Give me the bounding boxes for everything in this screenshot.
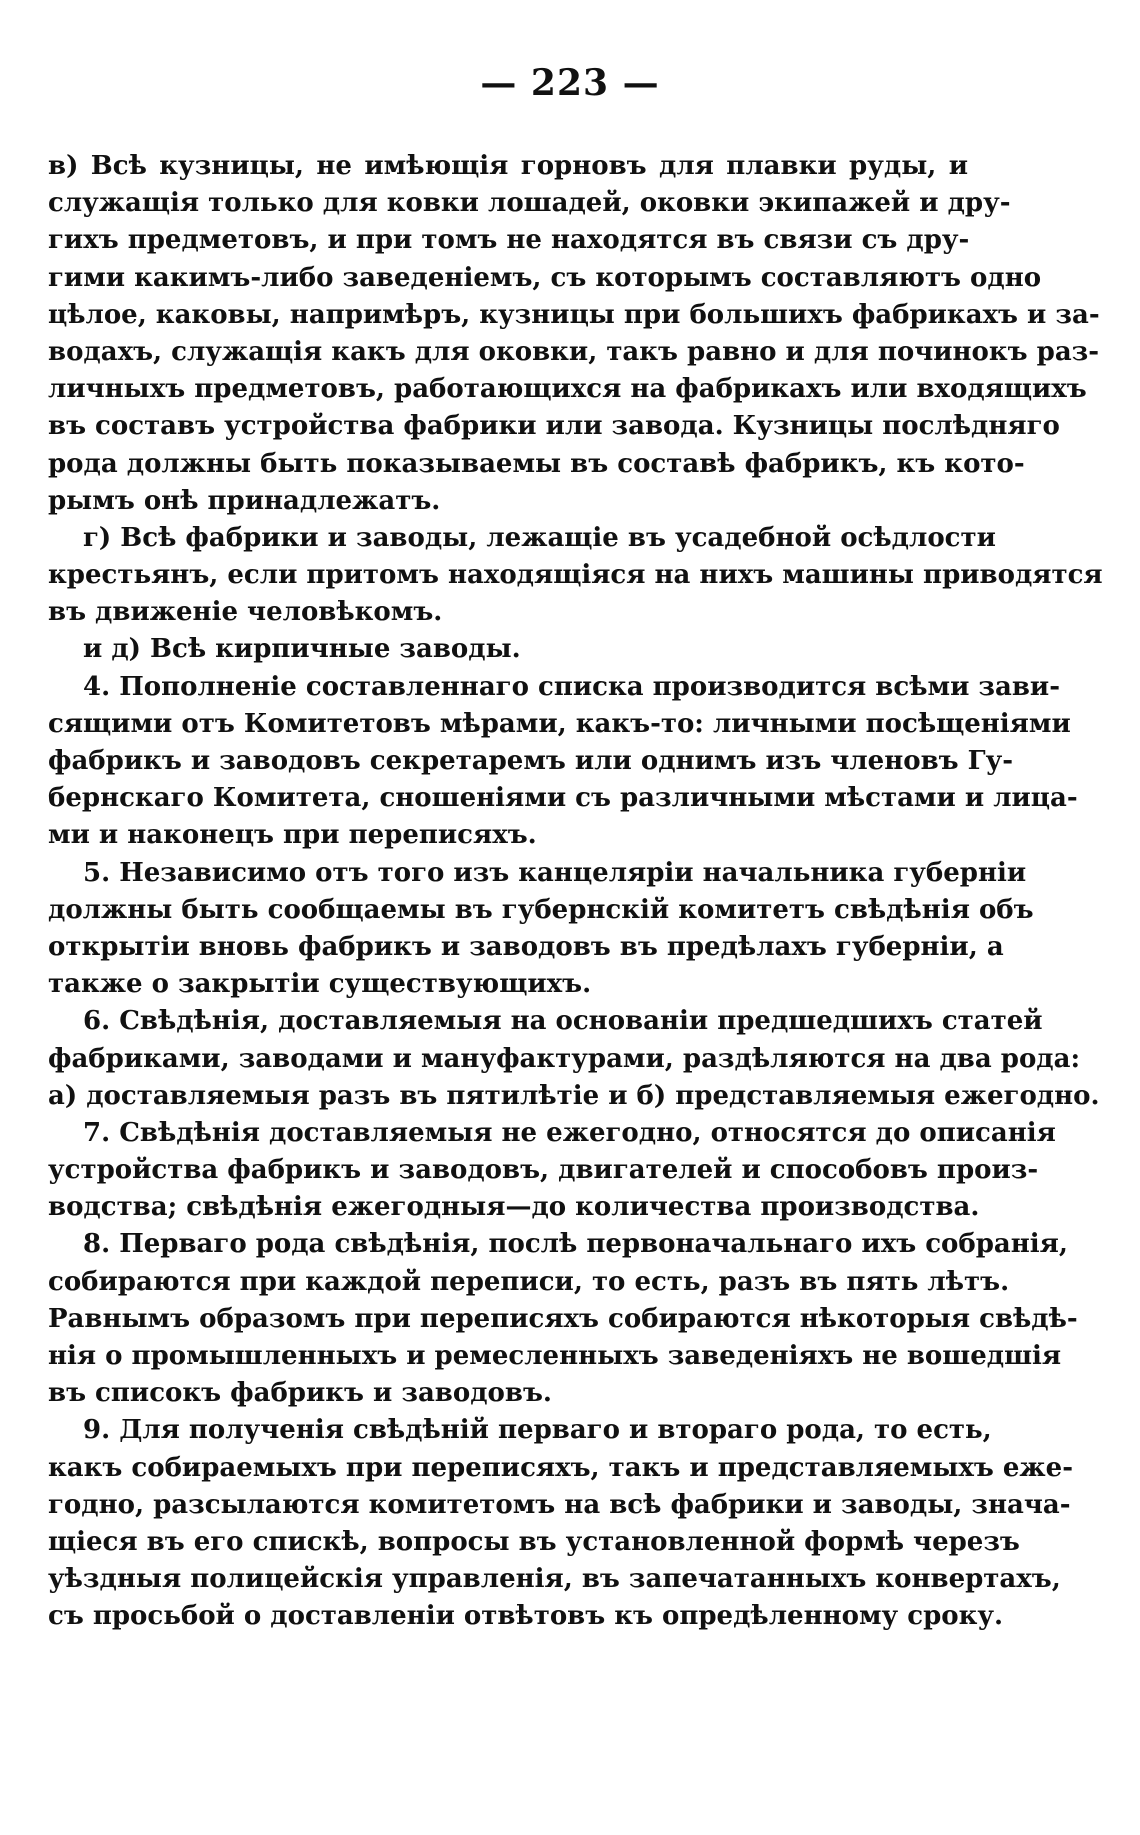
text-line: щіеся въ его спискѣ, вопросы въ установленной формѣ черезъ (48, 1526, 1020, 1557)
text-line: съ просьбой о доставленіи отвѣтовъ къ опредѣленному сроку. (48, 1601, 1004, 1632)
text-line: какъ собираемыхъ при переписяхъ, такъ и представляемыхъ еже- (48, 1452, 1074, 1483)
text-line: 8. Перваго рода свѣдѣнія, послѣ первоначальнаго ихъ собранія, (83, 1229, 1068, 1260)
text-line: рымъ онѣ принадлежатъ. (48, 485, 441, 516)
text-line: в) Всѣ кузницы, не имѣющія горновъ для плавки руды, и (48, 151, 968, 181)
text-line: нія о промышленныхъ и ремесленныхъ заведеніяхъ не вошедшія (48, 1341, 1062, 1371)
text-line: фабриками, заводами и мануфактурами, раздѣляются на два рода: (48, 1043, 1081, 1074)
text-line: годно, разсылаются комитетомъ на всѣ фабрики и заводы, значa- (48, 1489, 1071, 1520)
text-line: также о закрытіи существующихъ. (48, 969, 592, 1000)
text-line: уѣздныя полицейскія управленія, въ запечатанныхъ конвертахъ, (48, 1564, 1061, 1595)
text-line: служащія только для ковки лошадей, оковки экипажей и дру- (48, 188, 1011, 219)
text-line: въ движеніе человѣкомъ. (48, 597, 443, 628)
text-line: цѣлое, каковы, напримѣръ, кузницы при большихъ фабрикахъ и за- (48, 299, 1100, 330)
paragraph-g (48, 520, 1103, 632)
text-line: крестьянъ, если притомъ находящіяся на нихъ машины приводятся (48, 560, 1103, 591)
text-line: Равнымъ образомъ при переписяхъ собираются нѣкоторыя свѣдѣ- (48, 1303, 1078, 1334)
text-line: 4. Пополненіе составленнаго списка производится всѣми зави- (83, 671, 1060, 702)
text-line: должны быть сообщаемы въ губернскій комитетъ свѣдѣнія объ (48, 894, 1034, 925)
text-line: гихъ предметовъ, и при томъ не находятся въ связи съ дру- (48, 225, 970, 256)
text-line: и д) Всѣ кирпичные заводы. (83, 634, 521, 665)
text-line: въ списокъ фабрикъ и заводовъ. (48, 1378, 552, 1409)
text-line: личныхъ предметовъ, работающихся на фабрикахъ или входящихъ (48, 374, 1087, 405)
paragraph-7 (48, 1115, 1056, 1227)
text-line: устройства фабрикъ и заводовъ, двигателей и способовъ произ- (48, 1155, 1039, 1186)
text-line: 7. Свѣдѣнія доставляемыя не ежегодно, относятся до описанія (83, 1117, 1056, 1148)
text-line: рода должны быть показываемы въ составѣ фабрикъ, къ кото- (48, 448, 1025, 479)
text-line: ми и наконецъ при переписяхъ. (48, 820, 537, 851)
paragraph-v (48, 148, 1100, 520)
text-line: открытіи вновь фабрикъ и заводовъ въ предѣлахъ губерніи, а (48, 931, 1004, 962)
text-line: а) доставляемыя разъ въ пятилѣтіе и б) представляемыя ежегодно. (48, 1080, 1100, 1111)
paragraph-9 (48, 1412, 1074, 1635)
text-line: 5. Независимо отъ того изъ канцеляріи начальника губерніи (83, 857, 1027, 888)
text-line: бернскаго Комитета, сношеніями съ различными мѣстами и лица- (48, 783, 1078, 814)
paragraph-5 (48, 855, 1034, 1004)
paragraph-d (48, 631, 968, 668)
text-line: собираются при каждой переписи, то есть, разъ въ пять лѣтъ. (48, 1266, 1010, 1297)
text-line: гими какимъ-либо заведеніемъ, съ которымъ составляютъ одно (48, 262, 1042, 293)
paragraph-8 (48, 1226, 1078, 1412)
text-line: фабрикъ и заводовъ секретаремъ или однимъ изъ членовъ Гу- (48, 746, 1014, 776)
text-line: 6. Свѣдѣнія, доставляемыя на основаніи предшедшихъ статей (83, 1006, 1043, 1037)
page-number: — 223 — (480, 62, 660, 104)
text-line: водахъ, служащія какъ для оковки, такъ равно и для починокъ раз- (48, 336, 1100, 367)
paragraph-6 (48, 1003, 1100, 1115)
body-text (48, 148, 1103, 1636)
text-line: въ составъ устройства фабрики или завода. Кузницы послѣдняго (48, 411, 1060, 442)
text-line: 9. Для полученія свѣдѣній перваго и втораго рода, то есть, (83, 1415, 992, 1446)
text-line: водства; свѣдѣнія ежегодныя—до количества производства. (48, 1192, 980, 1223)
text-line: г) Всѣ фабрики и заводы, лежащіе въ усадебной осѣдлости (83, 522, 996, 553)
paragraph-4 (48, 669, 1078, 855)
text-line: сящими отъ Комитетовъ мѣрами, какъ-то: личными посѣщеніями (48, 708, 1071, 739)
